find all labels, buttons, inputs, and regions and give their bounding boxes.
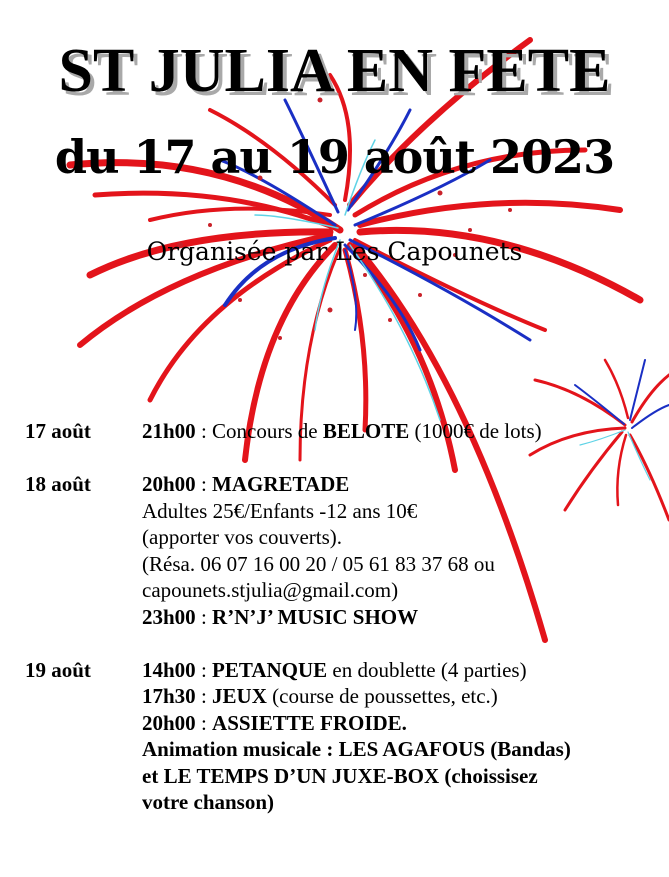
day-label: 17 août: [25, 419, 91, 443]
separator: :: [195, 684, 213, 708]
day-label: 18 août: [25, 472, 91, 496]
event-detail-line: Adultes 25€/Enfants -12 ans 10€: [142, 498, 418, 523]
event-time: 20h00: [142, 710, 196, 735]
day-events: [142, 657, 665, 816]
separator: :: [195, 472, 213, 496]
event-time: 21h00: [142, 419, 196, 443]
event-text: Concours de: [212, 419, 323, 443]
separator: :: [195, 419, 213, 443]
event-name: JEUX: [212, 684, 267, 708]
event-line: [142, 418, 665, 445]
music-animation-line: et LE TEMPS D’UN JUXE-BOX (choissisez: [142, 763, 538, 788]
event-time: 14h00: [142, 657, 196, 682]
event-name: PETANQUE: [212, 657, 328, 682]
event-detail: en doublette (4 parties): [327, 657, 527, 682]
reservation-email-line: capounets.stjulia@gmail.com): [142, 578, 399, 602]
event-line: [142, 604, 665, 631]
music-animation-line: votre chanson): [142, 790, 275, 814]
event-name: R’N’J’ MUSIC SHOW: [212, 604, 419, 629]
separator: :: [195, 604, 213, 629]
poster-title: ST JULIA EN FETE: [58, 37, 611, 105]
event-program: [25, 418, 665, 816]
event-time: 23h00: [142, 604, 196, 629]
event-line: [142, 657, 665, 684]
event-line: [142, 710, 665, 737]
event-line: [142, 471, 665, 498]
reservation-phone-line: (Résa. 06 07 16 00 20 / 05 61 83 37 68 ou: [142, 551, 495, 576]
program-day: [25, 657, 665, 816]
organizer-line: Organisée par Les Capounets: [146, 237, 523, 266]
event-name: ASSIETTE FROIDE.: [212, 710, 407, 735]
event-time: 20h00: [142, 472, 196, 496]
event-name: BELOTE: [322, 419, 410, 443]
event-name: MAGRETADE: [212, 472, 350, 496]
day-events: [142, 418, 665, 445]
program-day: [25, 471, 665, 630]
event-line: [142, 683, 665, 710]
event-detail: (1000€ de lots): [409, 419, 542, 443]
event-dates: du 17 au 19 août 2023: [54, 130, 615, 184]
day-events: [142, 471, 665, 630]
day-label: 19 août: [25, 657, 91, 682]
event-detail-line: (apporter vos couverts).: [142, 525, 343, 549]
event-time: 17h30: [142, 684, 196, 708]
separator: :: [195, 710, 213, 735]
program-day: [25, 418, 665, 445]
music-animation-line: Animation musicale : LES AGAFOUS (Bandas): [142, 737, 571, 761]
separator: :: [195, 657, 213, 682]
event-detail: (course de poussettes, etc.): [266, 684, 498, 708]
